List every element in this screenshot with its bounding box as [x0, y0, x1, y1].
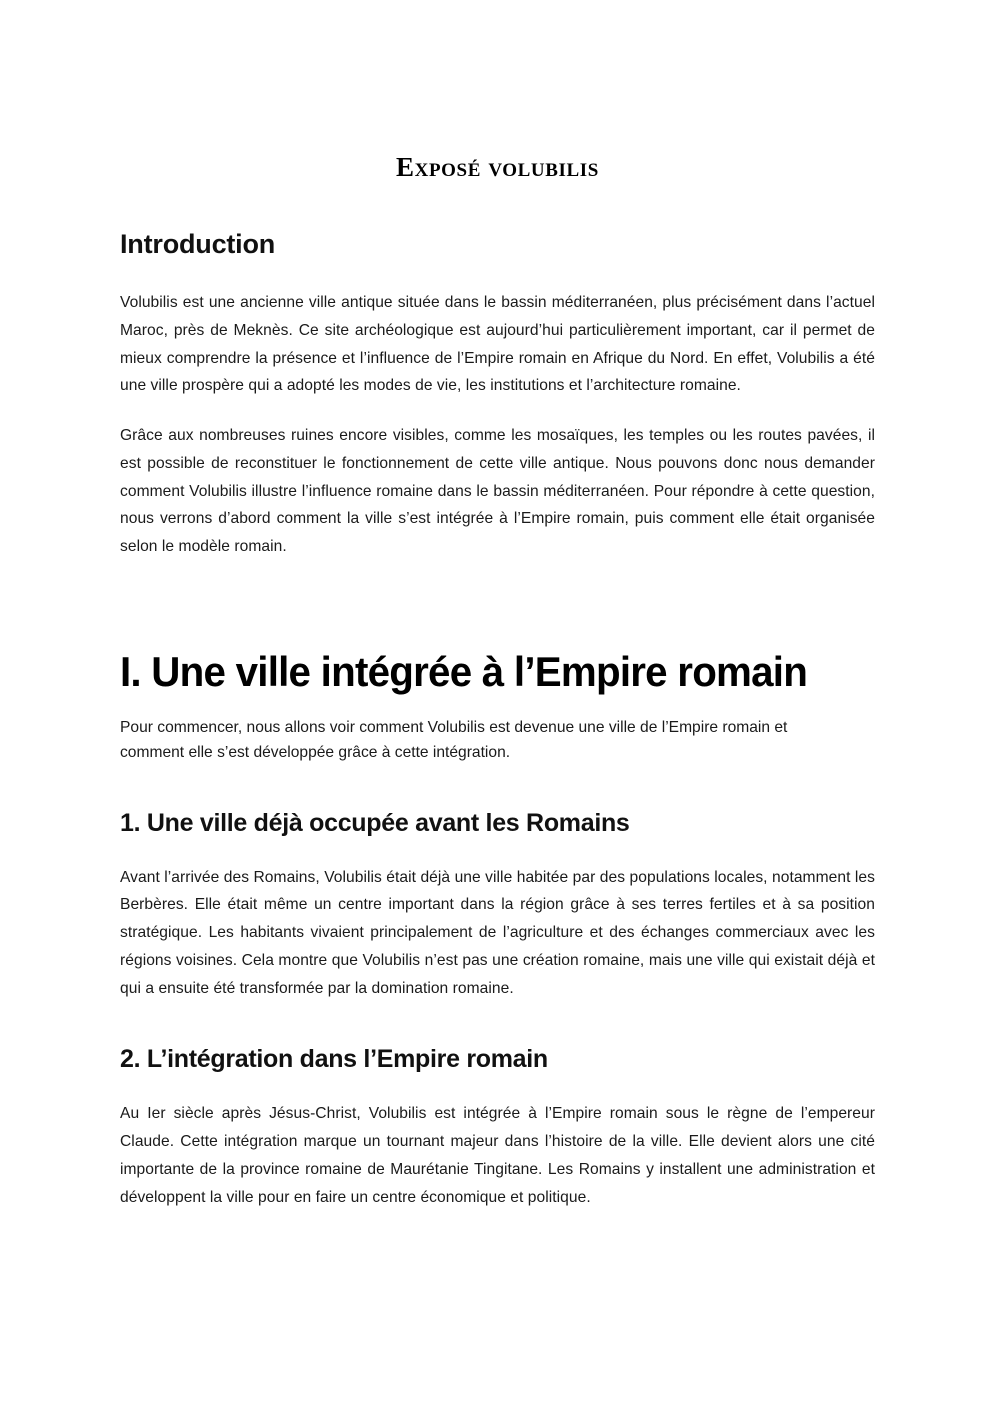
document-content — [120, 0, 875, 1211]
paragraph-subsection-1-1: Avant l’arrivée des Romains, Volubilis était déjà une ville habitée par des populations locales, notamment les Berbères. Elle était même un centre important dans la région grâce à ses terres fertiles et à sa position stratégique. Les habitants vivaient principalement de l’agriculture et des échanges commerciaux avec les régions voisines. Cela montre que Volubilis n’est pas une création romaine, mais une ville qui existait déjà et qui a ensuite été transformée par la domination romaine. — [120, 868, 875, 997]
paragraph-subsection-1-2: Au Ier siècle après Jésus-Christ, Volubilis est intégrée à l’Empire romain sous le règne de l’empereur Claude. Cette intégration marque un tournant majeur dans l’histoire de la ville. Elle devient alors une cité importante de la province romaine de Maurétanie Tingitane. Les Romains y installent une administration et développent la ville pour en faire un centre économique et politique. — [120, 1105, 875, 1206]
paragraph-part-1-lead: Pour commencer, nous allons voir comment Volubilis est devenue une ville de l’Empire romain et comment elle s’est développée grâce à cette intégration. — [120, 719, 788, 762]
heading-part-1: I. Une ville intégrée à l’Empire romain — [120, 647, 808, 695]
paragraph-introduction-2: Grâce aux nombreuses ruines encore visibles, comme les mosaïques, les temples ou les routes pavées, il est possible de reconstituer le fonctionnement de cette ville antique. Nous pouvons donc nous demander comment Volubilis illustre l’influence romaine dans le bassin méditerranéen. Pour répondre à cette question, nous verrons d’abord comment la ville s’est intégrée à l’Empire romain, puis comment elle était organisée selon le modèle romain. — [120, 427, 875, 556]
heading-subsection-1-1: 1. Une ville déjà occupée avant les Romains — [120, 808, 630, 837]
document-title: Exposé volubilis — [396, 152, 599, 182]
paragraph-introduction-1: Volubilis est une ancienne ville antique située dans le bassin méditerranéen, plus précisément dans l’actuel Maroc, près de Meknès. Ce site archéologique est aujourd’hui particulièrement important, car il permet de mieux comprendre la présence et l’influence de l’Empire romain en Afrique du Nord. En effet, Volubilis a été une ville prospère qui a adopté les modes de vie, les institutions et l’architecture romaine. — [120, 294, 875, 395]
heading-subsection-1-2: 2. L’intégration dans l’Empire romain — [120, 1045, 548, 1074]
heading-introduction: Introduction — [120, 229, 276, 260]
